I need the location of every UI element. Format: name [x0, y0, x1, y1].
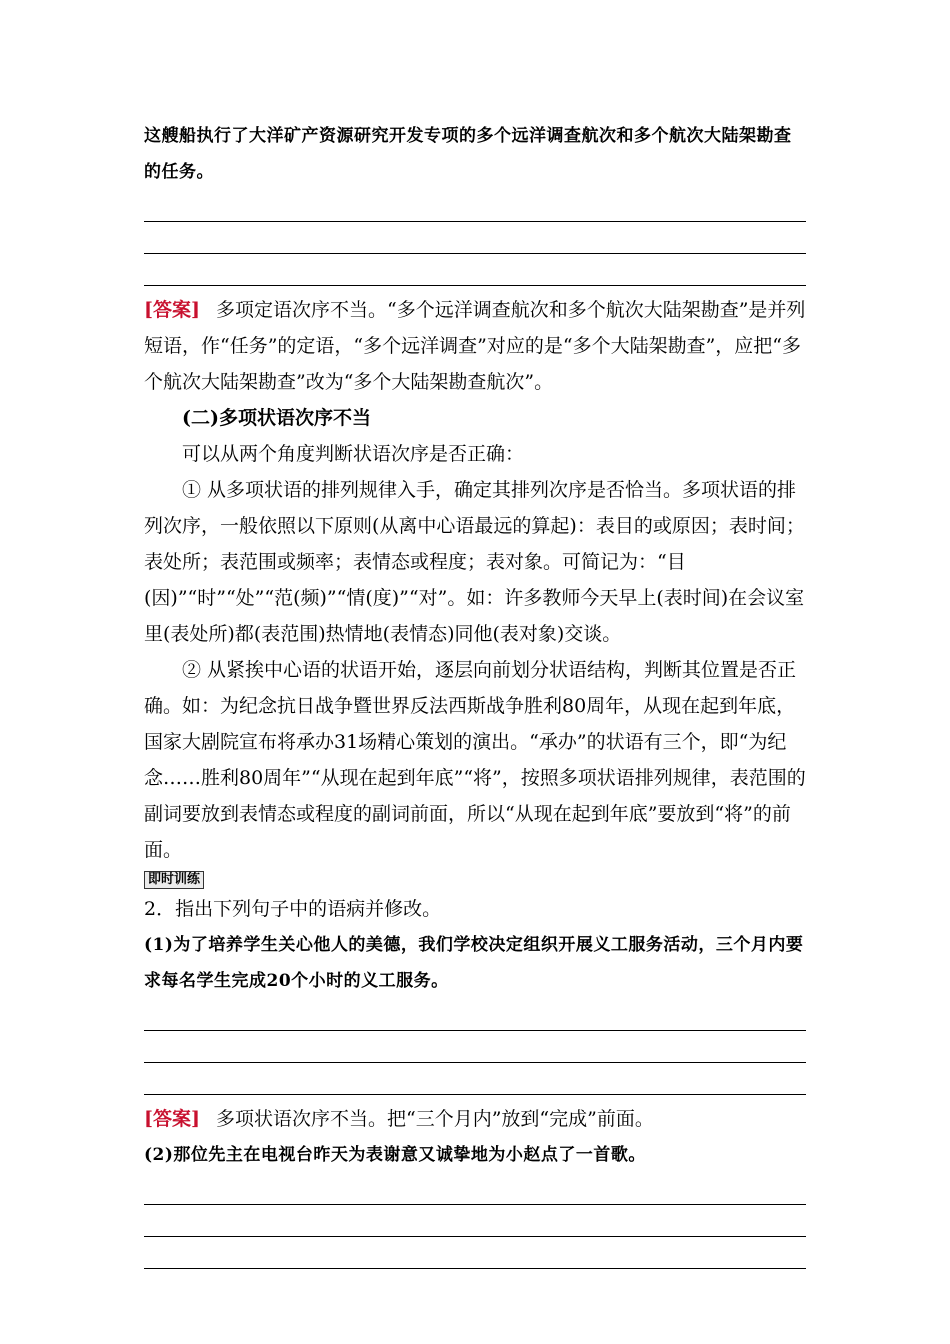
answer-blank-lines-1: [144, 190, 806, 286]
blank-line: [144, 190, 806, 222]
point-2: ② 从紧挨中心语的状语开始，逐层向前划分状语结构，判断其位置是否正确。如：为纪念抗日战争暨世界反法西斯战争胜利80周年，从现在起到年底，国家大剧院宣布将承办31场精心策划的演出。“承办”的状语有三个，即“为纪念……胜利80周年”“从现在起到年底”“将”，按照多项状语排列规律，表范围的副词要放到表情态或程度的副词前面，所以“从现在起到年底”要放到“将”的前面。: [144, 659, 806, 861]
answer-block-2: [144, 1101, 806, 1137]
answer-blank-lines-2: [144, 999, 806, 1095]
intro-sentence: 这艘船执行了大洋矿产资源研究开发专项的多个远洋调查航次和多个航次大陆架勘查的任务。: [144, 126, 792, 182]
section-intro: 可以从两个角度判断状语次序是否正确：: [182, 443, 525, 465]
answer-text-2: 多项状语次序不当。把“三个月内”放到“完成”前面。: [215, 1108, 654, 1130]
answer-text-1: 多项定语次序不当。“多个远洋调查航次和多个航次大陆架勘查”是并列短语，作“任务”的定语，“多个远洋调查”对应的是“多个大陆架勘查”，应把“多个航次大陆架勘查”改为“多个大陆架勘查航次”。: [144, 299, 806, 393]
blank-line: [144, 1031, 806, 1063]
answer-block-1: [144, 292, 806, 400]
answer-tag: [答案]: [144, 1108, 200, 1130]
blank-line: [144, 1205, 806, 1237]
question-1: (1)为了培养学生关心他人的美德，我们学校决定组织开展义工服务活动，三个月内要求每名学生完成20个小时的义工服务。: [144, 935, 804, 991]
answer-blank-lines-3: [144, 1173, 806, 1269]
blank-line: [144, 1063, 806, 1095]
question-2: (2)那位先主在电视台昨天为表谢意又诚挚地为小赵点了一首歌。: [144, 1145, 646, 1165]
point-1: ① 从多项状语的排列规律入手，确定其排列次序是否恰当。多项状语的排列次序，一般依照以下原则(从离中心语最远的算起)：表目的或原因；表时间；表处所；表范围或频率；表情态或程度；表对象。可简记为：“目(因)”“时”“处”“范(频)”“情(度)”“对”。如：许多教师今天早上(表时间)在会议室里(表处所)都(表范围)热情地(表情态)同他(表对象)交谈。: [144, 479, 805, 645]
exercise-title: 2．指出下列句子中的语病并修改。: [144, 898, 442, 920]
practice-badge-row: [144, 868, 806, 889]
blank-line: [144, 254, 806, 286]
blank-line: [144, 222, 806, 254]
section-heading: (二)多项状语次序不当: [182, 407, 371, 429]
blank-line: [144, 999, 806, 1031]
blank-line: [144, 1173, 806, 1205]
answer-tag: [答案]: [144, 299, 200, 321]
document-page: [144, 118, 806, 1269]
blank-line: [144, 1237, 806, 1269]
practice-badge: 即时训练: [144, 871, 204, 889]
